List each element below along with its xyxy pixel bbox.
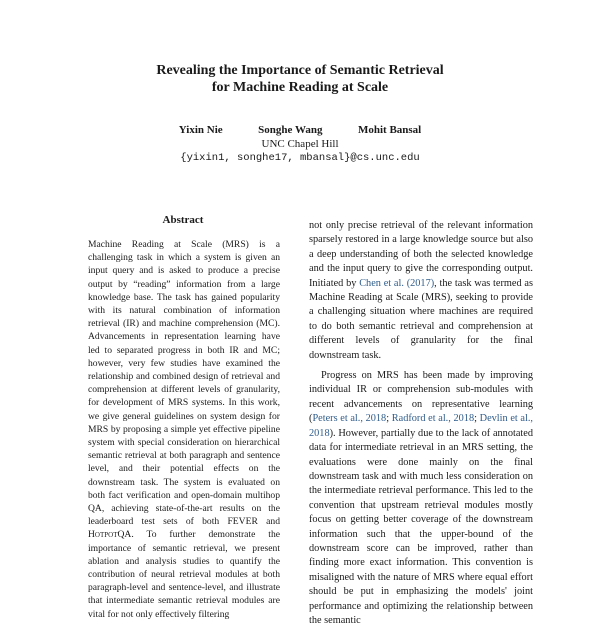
author-emails: {yixin1, songhe17, mbansal}@cs.unc.edu [180,152,420,164]
title-line-1: Revealing the Importance of Semantic Retrieval [156,63,444,78]
citation-link[interactable]: Devlin et al., 2018 [309,413,534,439]
citation-link[interactable]: Radford et al., 2018 [391,413,475,425]
abstract-heading: Abstract [162,214,204,226]
paper-title [0,62,600,96]
affiliation: UNC Chapel Hill [261,138,339,150]
abstract-paragraph: Machine Reading at Scale (MRS) is a challenging task in which a system is given an input query and is asked to produce a precise output by “reading” information from a large knowledge base. The task has gained popularity with its natural combination of information retrieval (IR) and machine comprehension (MC). Advancements in representation learning have led to separated progress in both IR and MC; however, very few studies have examined the relationship and combined design of retrieval and comprehension at different levels of granularity, for development of MRS systems. In this work, we give general guidelines on system design for MRS by proposing a simple yet effective pipeline system with special consideration on hierarchical semantic retrieval at both paragraph and sentence level, and their potential effects on the downstream task. The system is evaluated on both fact verification and open-domain multihop QA, achieving state-of-the-art results on the leaderboard test sets of both FEVER and HotpotQA. To further demonstrate the importance of semantic retrieval, we present ablation and analysis studies to quantify the contribution of neural retrieval modules at both paragraph-level and sentence-level, and illustrate that intermediate semantic retrieval modules are vital for not only effectively filtering [88,239,280,620]
citation-link[interactable]: Peters et al., 2018 [312,413,387,425]
author-name: Yixin Nie [178,124,223,136]
author-name: Mohit Bansal [357,124,422,136]
intro-paragraph: not only precise retrieval of the relevant information sparsely restored in a large knowledge source but also a deep understanding of both the selected knowledge and the input query to give the corresponding output. Initiated by Chen et al. (2017), the task was termed as Machine Reading at Scale (MRS), seeking to provide a challenging situation where machines are required to do both semantic retrieval and comprehension at different levels of granularity for the final downstream task. [309,220,534,361]
intro-paragraph: Progress on MRS has been made by improving individual IR or comprehension sub-modules with recent advancements on representative learning (Peters et al., 2018; Radford et al., 2018; Devlin et al., 2018). However, partially due to the lack of annotated data for intermediate retrieval in an MRS setting, the evaluations were done mainly on the final downstream task and with much less consideration on the intermediate retrieval performance. This led to the convention that upstream retrieval modules mostly focus on getting better coverage of the downstream information such that the upper-bound of the downstream score can be improved, rather than finding more exact information. This convention is misaligned with the nature of MRS where equal effort should be put in emphasizing the models' joint performance and optimizing the relationship between the semantic [309,370,534,626]
citation-link[interactable]: Chen et al. (2017) [359,277,435,289]
title-line-2: for Machine Reading at Scale [211,80,389,95]
dataset-name: HotpotQA [88,529,132,541]
intro-column [309,219,534,626]
author-list [0,123,600,137]
abstract-body [88,238,280,620]
author-name: Songhe Wang [258,124,323,136]
